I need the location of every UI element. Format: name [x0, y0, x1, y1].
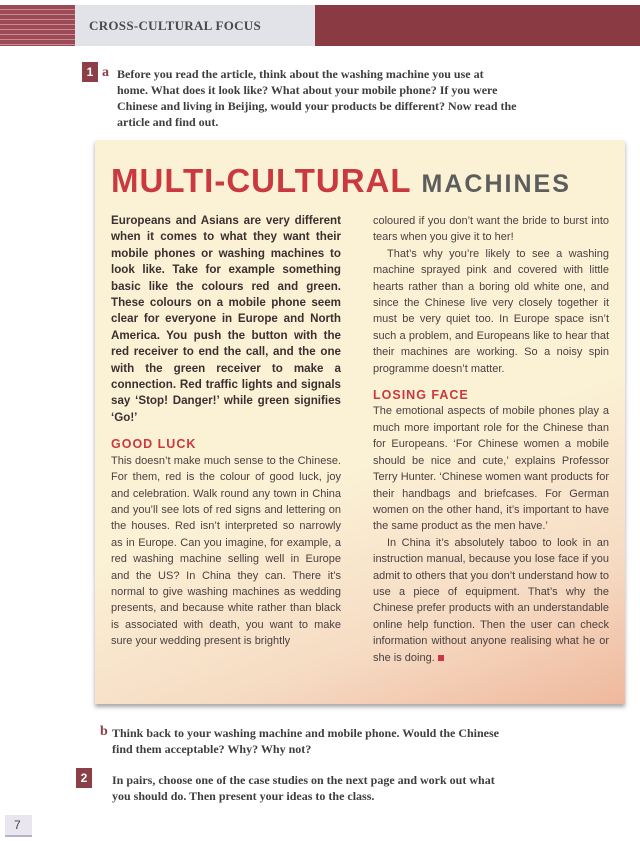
heading-good-luck: GOOD LUCK	[111, 437, 197, 452]
page-number: 7	[5, 815, 32, 837]
end-mark-icon	[438, 655, 444, 661]
follow-up-exercises	[0, 722, 640, 832]
title-red: MULTI-CULTURAL	[111, 162, 412, 199]
paragraph-1: This doesn’t make much sense to the Chinese. For them, red is the colour of good luck, joy and celebration. Walk round any town in China and you’ll see lots of red signs and lettering on the houses. Red isn’t interpreted so narrowly as in Europe. Can you imagine, for example, a red washing machine selling well in Europe and the US? In China they can. There it’s normal to give washing machines as wedding presents, and because white rather than black is associated with death, you want to make sure your wedding present is brightly	[111, 454, 341, 648]
content-flow	[0, 140, 640, 832]
title-gray: MACHINES	[421, 170, 571, 198]
paragraph-4	[373, 535, 609, 666]
section-header	[0, 5, 640, 46]
exercise-1a-text: Before you read the article, think about the washing machine you use at home. What does it look like? What about your mobile phone? If you were Chinese and living in Beijing, would your products be different? Now read the article and find out.	[117, 67, 517, 129]
paragraph-2: That’s why you’re likely to see a washing machine sprayed pink and covered with little hearts rather than a boring old white one, and since the Chinese live very closely together it must be very quiet too. In Europe space isn’t such a problem, and Europeans like to hear that their machines are working. So a noisy spin programme doesn’t matter.	[373, 247, 609, 375]
article-columns	[111, 213, 609, 666]
article-lead: Europeans and Asians are very different when it comes to what they want their mobile phones or washing machines to look like. Take for example something basic like the colours red and green. These colours on a mobile phone seem clear for everyone in Europe and North America. You push the button with the red receiver to end the call, and the one with the green receiver to make a connection. Red traffic lights and signals say ‘Stop! Danger!’ while green signifies ‘Go!’	[111, 214, 341, 424]
header-stripes	[0, 5, 75, 46]
article-column-right	[373, 213, 609, 666]
section-title: CROSS-CULTURAL FOCUS	[75, 5, 315, 46]
paragraph-1-continued: coloured if you don’t want the bride to burst into tears when you give it to her!	[373, 215, 609, 244]
exercise-number-2: 2	[76, 768, 92, 788]
exercise-2-text: In pairs, choose one of the case studies on the next page and work out what you should do. Then present your ideas to the class.	[112, 773, 495, 803]
paragraph-4-text: In China it’s absolutely taboo to look in an instruction manual, because you lose face if you admit to others that you don’t understand how to use a piece of equipment. That’s why the Chinese prefer products with an understandable online help function. Then the user can check information without anyone realising what he or she is doing.	[373, 536, 609, 664]
exercise-letter-b: b	[100, 724, 108, 739]
article-column-left	[111, 213, 341, 666]
exercise-1b-text: Think back to your washing machine and mobile phone. Would the Chinese find them acceptable? Why? Why not?	[112, 726, 499, 756]
article-title	[111, 162, 609, 203]
heading-losing-face: LOSING FACE	[373, 388, 469, 403]
header-band	[315, 5, 640, 46]
exercise-letter-a: a	[102, 65, 109, 80]
exercise-number-1: 1	[82, 62, 98, 82]
article	[95, 140, 625, 704]
paragraph-3: The emotional aspects of mobile phones play a much more important role for the Chinese than for Europeans. ‘For Chinese women a mobile should be nice and cute,’ explains Professor Terry Hunter. ‘Chinese women want products for their handbags and briefcases. For German women on the other hand, it’s important to have the same product as the men have.’	[373, 405, 609, 533]
